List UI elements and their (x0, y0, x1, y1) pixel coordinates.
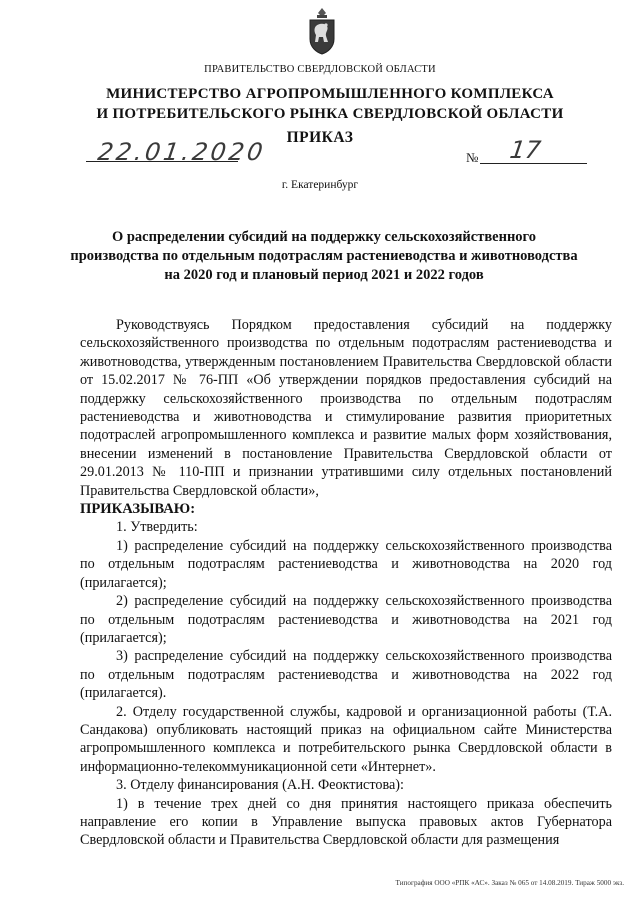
date-underline (86, 161, 238, 162)
item-3-1: 1) в течение трех дней со дня принятия настоящего приказа обеспечить направление его копии в Управление выпуска правовых актов Губернатора Свердловской области и Правительства Свердловской области для размещения (80, 795, 612, 849)
item-2: 2. Отделу государственной службы, кадровой и организационной работы (Т.А. Сандакова) опубликовать настоящий приказ на официальном сайте Министерства агропромышленного комплекса и потребительского рынка Свердловской области в информационно-телекоммуникационной сети «Интернет». (80, 703, 612, 775)
handwritten-number: 17 (508, 136, 543, 164)
ministry-line-2: И ПОТРЕБИТЕЛЬСКОГО РЫНКА СВЕРДЛОВСКОЙ ОБЛАСТИ (96, 106, 564, 122)
handwritten-date: 22.01.2020 (96, 138, 268, 166)
order-word: ПРИКАЗЫВАЮ: (80, 501, 196, 518)
item-1-1: 1) распределение субсидий на поддержку сельскохозяйственного производства по отдельным подотраслям растениеводства и животноводства на 2020 год (прилагается); (80, 537, 612, 591)
item-1: 1. Утвердить: (116, 519, 198, 536)
city: г. Екатеринбург (281, 179, 359, 191)
item-3: 3. Отделу финансирования (А.Н. Феоктистова): (116, 777, 404, 794)
government-name: ПРАВИТЕЛЬСТВО СВЕРДЛОВСКОЙ ОБЛАСТИ (204, 64, 436, 75)
heading-line-1: О распределении субсидий на поддержку сельскохозяйственного (111, 229, 537, 245)
ministry-line-1: МИНИСТЕРСТВО АГРОПРОМЫШЛЕННОГО КОМПЛЕКСА (106, 86, 554, 102)
heading-line-3: на 2020 год и плановый период 2021 и 2022 годов (164, 267, 484, 283)
item-1-3: 3) распределение субсидий на поддержку сельскохозяйственного производства по отдельным подотраслям растениеводства и животноводства на 2022 год (прилагается). (80, 648, 612, 702)
number-underline (480, 163, 587, 164)
number-label: № (466, 150, 479, 165)
document-body (80, 316, 612, 850)
preamble-paragraph: Руководствуясь Порядком предоставления субсидий на поддержку сельскохозяйственного производства по отдельным подотраслям растениеводства и животноводства, утвержденным постановлением Правительства Свердловской области от 15.02.2017 № 76-ПП «Об утверждении порядков предоставления субсидий на поддержку сельскохозяйственного производства по отдельным подотраслям растениеводства и животноводства и стимулирование развития приоритетных подотраслей агропромышленного комплекса и развитие малых форм хозяйствования, внесении изменений в постановление Правительства Свердловской области от 29.01.2013 № 110-ПП и признании утратившими силу отдельных постановлений Правительства Свердловской области», (80, 317, 612, 499)
order-title: ПРИКАЗ (286, 129, 354, 146)
ministry-name (60, 84, 600, 124)
document-heading (60, 228, 588, 285)
print-info: Типография ООО «РПК «АС». Заказ № 065 от 14.08.2019. Тираж 5000 экз. (395, 879, 624, 887)
item-1-2: 2) распределение субсидий на поддержку сельскохозяйственного производства по отдельным подотраслям растениеводства и животноводства на 2021 год (прилагается); (80, 593, 612, 646)
heading-line-2: производства по отдельным подотраслям растениеводства и животноводства (70, 248, 578, 264)
coat-of-arms-icon (307, 6, 337, 56)
